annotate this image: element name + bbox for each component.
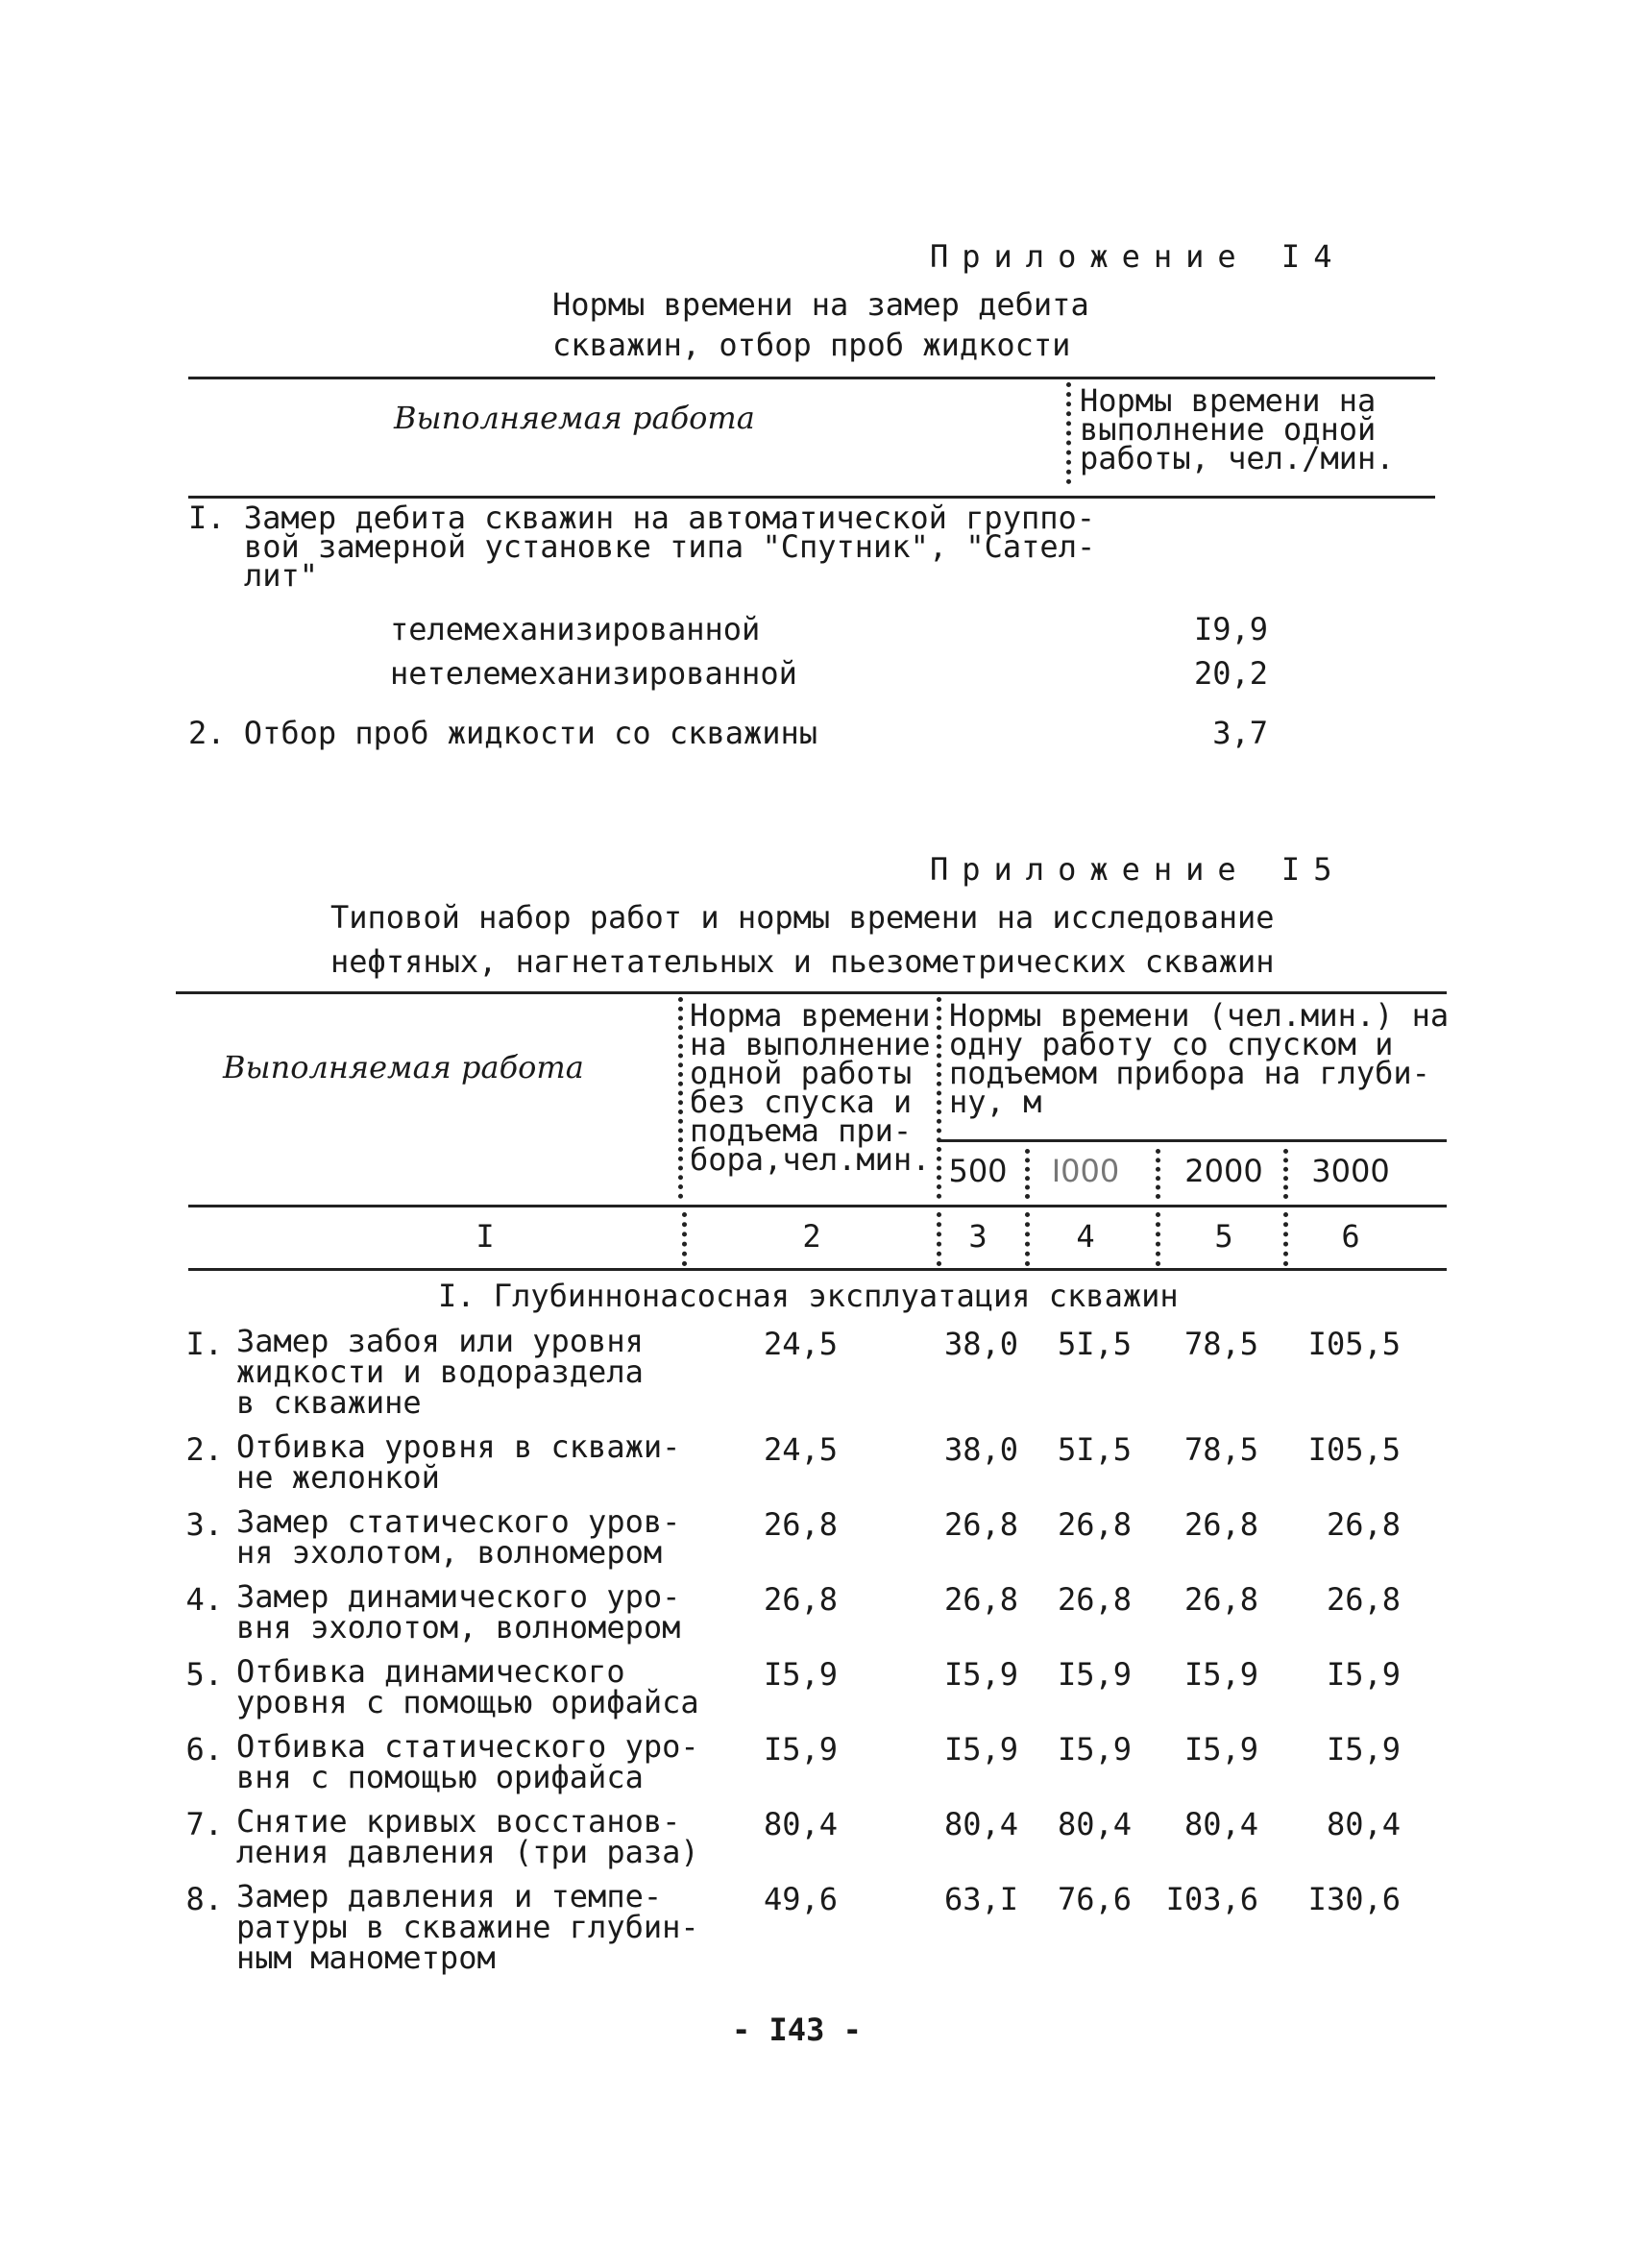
depth-header-2000: 2000: [1184, 1153, 1263, 1189]
row-3-number: 3.: [185, 1506, 223, 1543]
col-number-divider-2: [937, 1212, 941, 1266]
table-15-depth-subrule: [939, 1139, 1447, 1142]
row-6-value-col-4: I5,9: [1057, 1731, 1132, 1768]
row-3-value-col-5: 26,8: [1183, 1506, 1258, 1543]
norm15-line-2: на выполнение: [690, 1026, 931, 1062]
row-8-value-col-5: I03,6: [1165, 1881, 1258, 1917]
col-number-divider-1: [682, 1212, 687, 1266]
table-15-header-rule: [188, 1205, 1447, 1207]
row-5-line-2: уровня с помощью орифайса: [236, 1684, 699, 1720]
row-7-value-col-4: 80,4: [1057, 1806, 1132, 1842]
item-1-line-1: I. Замер дебита скважин на автоматической группо-: [188, 500, 1096, 536]
appendix-14-label: Приложение I4: [930, 238, 1346, 275]
row-7-number: 7.: [185, 1806, 223, 1842]
row-8-number: 8.: [185, 1881, 223, 1917]
section-title: I. Глубиннонасосная эксплуатация скважин: [438, 1278, 1179, 1314]
row-3-line-2: ня эхолотом, волномером: [236, 1534, 663, 1571]
row-5-line-1: Отбивка динамического: [236, 1653, 625, 1690]
col-number-4: 4: [1076, 1218, 1095, 1255]
row-8-value-col-6: I30,6: [1307, 1881, 1401, 1917]
depth-line-2: одну работу со спуском и: [949, 1026, 1394, 1062]
row-7-value-col-3: 80,4: [943, 1806, 1018, 1842]
col-number-divider-3: [1025, 1212, 1030, 1266]
row-2-line-1: Отбивка уровня в скважи-: [236, 1428, 681, 1465]
row-5-description: [236, 1653, 699, 1720]
table-15-header-depth: [949, 997, 1450, 1120]
row-1-description: [236, 1323, 644, 1421]
row-6-description: [236, 1728, 699, 1795]
norm15-line-1: Норма времени: [690, 997, 931, 1034]
row-3-value-col-6: 26,8: [1326, 1506, 1401, 1543]
depth-line-4: ну, м: [949, 1084, 1042, 1120]
row-5-value-col-5: I5,9: [1183, 1656, 1258, 1693]
depth-divider-2: [1156, 1149, 1160, 1199]
row-1-line-2: жидкости и водораздела: [236, 1353, 644, 1390]
row-8-line-1: Замер давления и темпе-: [236, 1878, 663, 1914]
table-14-item-2-label: 2. Отбор проб жидкости со скважины: [188, 715, 818, 751]
norm15-line-5: подъема при-: [690, 1112, 913, 1149]
depth-header-3000: 3000: [1311, 1153, 1390, 1189]
depth-divider-3: [1283, 1149, 1288, 1199]
appendix-15-title-line-1: Типовой набор работ и нормы времени на исследование: [330, 899, 1275, 936]
row-6-line-1: Отбивка статического уро-: [236, 1728, 699, 1765]
appendix-14-title-line-1: Нормы времени на замер дебита: [552, 286, 1089, 323]
row-6-line-2: вня с помощью орифайса: [236, 1759, 644, 1795]
table-15-header-work: Выполняемая работа: [223, 1049, 584, 1085]
row-3-value-col-2: 26,8: [763, 1506, 838, 1543]
col-number-6: 6: [1341, 1218, 1360, 1255]
depth-line-1: Нормы времени (чел.мин.) на: [949, 997, 1450, 1034]
table-15-header-divider-2: [937, 997, 941, 1199]
row-4-number: 4.: [185, 1581, 223, 1618]
row-4-description: [236, 1578, 681, 1646]
row-7-value-col-2: 80,4: [763, 1806, 838, 1842]
row-2-value-col-2: 24,5: [763, 1431, 838, 1468]
row-4-value-col-3: 26,8: [943, 1581, 1018, 1618]
row-8-value-col-2: 49,6: [763, 1881, 838, 1917]
norm-line-3: работы, чел./мин.: [1080, 440, 1395, 476]
row-1-value-col-3: 38,0: [943, 1326, 1018, 1362]
table-14-header-rule: [188, 496, 1435, 499]
row-8-description: [236, 1878, 699, 1976]
row-4-line-2: вня эхолотом, волномером: [236, 1609, 681, 1646]
table-15-header-norm: [690, 997, 931, 1178]
row-6-value-col-5: I5,9: [1183, 1731, 1258, 1768]
norm15-line-4: без спуска и: [690, 1084, 913, 1120]
depth-header-500: 500: [948, 1153, 1008, 1189]
table-14-sub-row-2-value: 20,2: [1193, 655, 1268, 692]
row-4-value-col-2: 26,8: [763, 1581, 838, 1618]
norm15-line-6: бора,чел.мин.: [690, 1141, 931, 1178]
row-8-value-col-4: 76,6: [1057, 1881, 1132, 1917]
table-14-sub-row-1-value: I9,9: [1193, 611, 1268, 647]
table-15-top-rule: [176, 991, 1447, 994]
row-1-value-col-6: I05,5: [1307, 1326, 1401, 1362]
row-8-value-col-3: 63,I: [943, 1881, 1018, 1917]
row-4-value-col-6: 26,8: [1326, 1581, 1401, 1618]
col-number-divider-4: [1156, 1212, 1160, 1266]
col-number-1: I: [476, 1218, 495, 1255]
depth-line-3: подъемом прибора на глуби-: [949, 1055, 1430, 1091]
appendix-15-title-line-2: нефтяных, нагнетательных и пьезометрических скважин: [330, 943, 1275, 980]
table-14-sub-row-1-label: телемеханизированной: [390, 611, 761, 647]
table-14-header-divider: [1066, 382, 1071, 484]
row-4-value-col-4: 26,8: [1057, 1581, 1132, 1618]
table-14-header-work: Выполняемая работа: [394, 400, 755, 436]
row-3-value-col-3: 26,8: [943, 1506, 1018, 1543]
row-1-value-col-2: 24,5: [763, 1326, 838, 1362]
row-7-description: [236, 1803, 699, 1870]
row-7-line-1: Снятие кривых восстанов-: [236, 1803, 681, 1840]
row-2-value-col-6: I05,5: [1307, 1431, 1401, 1468]
norm-line-2: выполнение одной: [1080, 411, 1377, 448]
row-7-value-col-6: 80,4: [1326, 1806, 1401, 1842]
row-1-value-col-4: 5I,5: [1057, 1326, 1132, 1362]
item-1-line-2: вой замерной установке типа "Спутник", "Сател-: [244, 528, 1096, 565]
depth-divider-1: [1025, 1149, 1030, 1199]
row-4-value-col-5: 26,8: [1183, 1581, 1258, 1618]
row-3-description: [236, 1503, 681, 1571]
table-14-top-rule: [188, 377, 1435, 379]
row-5-value-col-6: I5,9: [1326, 1656, 1401, 1693]
page-number: - I43 -: [732, 2012, 862, 2048]
table-15-header-divider-1: [678, 997, 683, 1199]
row-2-description: [236, 1428, 681, 1496]
row-5-value-col-4: I5,9: [1057, 1656, 1132, 1693]
row-7-value-col-5: 80,4: [1183, 1806, 1258, 1842]
row-3-line-1: Замер статического уров-: [236, 1503, 681, 1540]
row-5-value-col-3: I5,9: [943, 1656, 1018, 1693]
table-14-sub-row-2-label: нетелемеханизированной: [390, 655, 797, 692]
item-1-line-3: лит": [244, 557, 319, 594]
depth-header-1000: I000: [1051, 1153, 1120, 1189]
row-2-value-col-5: 78,5: [1183, 1431, 1258, 1468]
row-1-line-3: в скважине: [236, 1384, 422, 1421]
table-14-item-2-value: 3,7: [1212, 715, 1268, 751]
row-1-number: I.: [185, 1326, 223, 1362]
row-6-value-col-6: I5,9: [1326, 1731, 1401, 1768]
row-5-value-col-2: I5,9: [763, 1656, 838, 1693]
appendix-14-title-line-2: скважин, отбор проб жидкости: [552, 327, 1071, 363]
col-number-3: 3: [968, 1218, 988, 1255]
appendix-15-label: Приложение I5: [930, 851, 1346, 888]
row-4-line-1: Замер динамического уро-: [236, 1578, 681, 1615]
norm-line-1: Нормы времени на: [1080, 382, 1377, 419]
row-5-number: 5.: [185, 1656, 223, 1693]
table-15-number-rule: [188, 1268, 1447, 1271]
row-2-number: 2.: [185, 1431, 223, 1468]
row-6-value-col-3: I5,9: [943, 1731, 1018, 1768]
row-2-value-col-4: 5I,5: [1057, 1431, 1132, 1468]
row-2-line-2: не желонкой: [236, 1459, 440, 1496]
row-6-value-col-2: I5,9: [763, 1731, 838, 1768]
row-3-value-col-4: 26,8: [1057, 1506, 1132, 1543]
col-number-divider-5: [1283, 1212, 1288, 1266]
col-number-2: 2: [802, 1218, 821, 1255]
col-number-5: 5: [1214, 1218, 1233, 1255]
table-14-item-1: [188, 500, 1096, 594]
row-1-line-1: Замер забоя или уровня: [236, 1323, 644, 1359]
row-8-line-2: ратуры в скважине глубин-: [236, 1909, 699, 1945]
row-1-value-col-5: 78,5: [1183, 1326, 1258, 1362]
row-8-line-3: ным манометром: [236, 1939, 496, 1976]
row-2-value-col-3: 38,0: [943, 1431, 1018, 1468]
row-7-line-2: ления давления (три раза): [236, 1834, 699, 1870]
row-6-number: 6.: [185, 1731, 223, 1768]
table-14-header-norm: [1080, 382, 1395, 476]
norm15-line-3: одной работы: [690, 1055, 913, 1091]
